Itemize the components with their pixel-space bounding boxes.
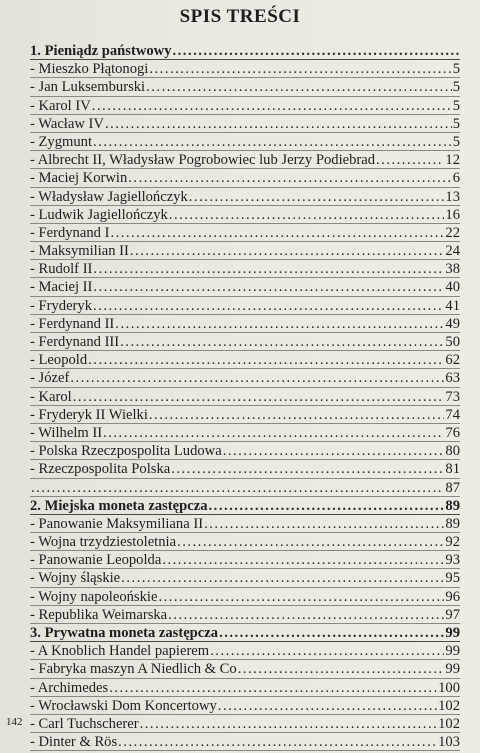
leader-dots <box>118 733 437 751</box>
leader-dots <box>149 60 451 78</box>
toc-entry-label: - Ferdynand II <box>30 315 115 332</box>
leader-dots <box>168 606 444 624</box>
toc-entry-page: 80 <box>445 443 460 460</box>
toc-entry <box>30 479 460 497</box>
toc-entry <box>30 297 460 315</box>
leader-dots <box>158 588 444 606</box>
leader-dots <box>88 351 444 369</box>
toc-entry-label: - Fryderyk II Wielki <box>30 406 148 423</box>
page-title: SPIS TREŚCI <box>179 6 301 27</box>
toc-entry-page: 6 <box>452 170 460 187</box>
toc-entry-label: - A Knoblich Handel papierem <box>30 643 210 660</box>
leader-dots <box>73 388 445 406</box>
toc-entry-page: 103 <box>438 734 460 751</box>
toc-entry-page: 96 <box>445 588 460 605</box>
toc-entry-label: - Wilhelm II <box>30 424 103 441</box>
toc-entry-page: 76 <box>445 424 460 441</box>
leader-dots <box>109 679 437 697</box>
toc-section-heading <box>30 42 460 60</box>
toc-entry-page: 102 <box>438 697 460 714</box>
leader-dots <box>103 424 444 442</box>
toc-entry-label: - Wojny śląskie <box>30 570 121 587</box>
toc-entry-label: - Leopold <box>30 352 88 369</box>
toc-entry <box>30 406 460 424</box>
toc-entry-label: - Karol <box>30 388 72 405</box>
toc-entry-page: 99 <box>445 643 460 660</box>
leader-dots <box>92 97 452 115</box>
toc-entry <box>30 278 460 296</box>
leader-dots <box>204 515 444 533</box>
toc-entry <box>30 515 460 533</box>
toc-entry-label: - Polska Rzeczpospolita Ludowa <box>30 443 222 460</box>
toc-entry-label: - Dinter & Rös <box>30 734 118 751</box>
toc-section-heading <box>30 497 460 515</box>
toc-entry-page: 41 <box>445 297 460 314</box>
leader-dots <box>218 697 437 715</box>
toc-entry <box>30 333 460 351</box>
toc-entry-page: 50 <box>445 334 460 350</box>
toc-entry-label: - Wacław IV <box>30 115 104 132</box>
toc-entry-label: - Ferdynand I <box>30 224 110 241</box>
toc-entry-label: - Ludwik Jagiellończyk <box>30 206 168 223</box>
toc-entry-page: 81 <box>445 461 460 478</box>
toc-entry-page: 5 <box>452 97 460 114</box>
toc-entry-page: 93 <box>445 552 460 569</box>
toc-entry-label: - Archimedes <box>30 679 109 696</box>
toc-entry-page: 22 <box>445 224 460 241</box>
toc-entry-page: 38 <box>445 261 460 278</box>
toc-entry <box>30 97 460 115</box>
leader-dots <box>173 42 460 60</box>
leader-dots <box>238 660 445 678</box>
leader-dots <box>105 115 452 133</box>
toc-entry <box>30 569 460 587</box>
toc-entry <box>30 151 460 169</box>
toc-entry <box>30 206 460 224</box>
toc-entry <box>30 188 460 206</box>
toc-entry <box>30 115 460 133</box>
toc-entry-label: 1. Pieniądz państwowy <box>30 43 172 59</box>
toc-entry-page: 99 <box>445 661 460 678</box>
toc-entry-label: - Mieszko Płątonogi <box>30 61 149 78</box>
toc-entry-page: 62 <box>445 352 460 369</box>
toc-entry-label: - Wrocławski Dom Koncertowy <box>30 697 217 714</box>
leader-dots <box>115 315 444 333</box>
toc-entry-label: 3. Prywatna moneta zastępcza <box>30 625 219 641</box>
toc-section-heading <box>30 624 460 642</box>
toc-entry-label: - Rzeczpospolita Polska <box>30 461 171 478</box>
toc-entry <box>30 697 460 715</box>
leader-dots <box>93 260 444 278</box>
toc-entry-label: - Rudolf II <box>30 261 93 278</box>
toc-entry-page: 97 <box>445 606 460 623</box>
toc-entry <box>30 60 460 78</box>
toc-entry <box>30 733 460 751</box>
toc-entry <box>30 388 460 406</box>
leader-dots <box>171 460 444 478</box>
toc-entry <box>30 442 460 460</box>
toc-entry <box>30 642 460 660</box>
toc-entry-label: - Fryderyk <box>30 297 93 314</box>
toc-entry-label: - Panowanie Leopolda <box>30 552 162 569</box>
leader-dots <box>189 188 445 206</box>
leader-dots <box>130 242 445 260</box>
toc-entry-page: 92 <box>445 534 460 551</box>
toc-entry <box>30 424 460 442</box>
toc-entry-page: 87 <box>445 479 460 496</box>
toc-entry-label: - Ferdynand III <box>30 334 120 350</box>
toc-entry-page: 5 <box>452 61 460 78</box>
leader-dots <box>140 715 437 733</box>
toc-entry-page: 5 <box>452 79 460 96</box>
toc-entry <box>30 169 460 187</box>
toc-entry-page: 12 <box>445 152 460 169</box>
toc-entry-page: 73 <box>445 388 460 405</box>
toc-entry <box>30 715 460 733</box>
toc-entry-page: 40 <box>445 279 460 296</box>
leader-dots <box>121 569 444 587</box>
toc-entry-page: 89 <box>445 497 460 514</box>
toc-entry <box>30 460 460 478</box>
leader-dots <box>146 78 452 96</box>
toc-entry <box>30 660 460 678</box>
toc-entry <box>30 679 460 697</box>
toc-entry-label: - Karol IV <box>30 97 91 114</box>
toc-entry <box>30 224 460 242</box>
toc-entry-label: - Carl Tuchscherer <box>30 715 139 732</box>
toc-entry <box>30 551 460 569</box>
leader-dots <box>70 369 444 387</box>
toc-entry-label: - Wojny napoleońskie <box>30 588 158 605</box>
leader-dots <box>93 278 444 296</box>
toc-entry-label: - Maksymilian II <box>30 243 129 260</box>
toc-entry-page: 16 <box>445 206 460 223</box>
toc-entry-label: 2. Miejska moneta zastępcza <box>30 497 208 514</box>
leader-dots <box>376 151 444 169</box>
leader-dots <box>219 624 444 642</box>
toc-entry-page: 102 <box>438 715 460 732</box>
toc-entry-page: 5 <box>452 115 460 132</box>
leader-dots <box>120 333 444 351</box>
leader-dots <box>149 406 445 424</box>
leader-dots <box>162 551 444 569</box>
leader-dots <box>177 533 444 551</box>
toc-entry <box>30 588 460 606</box>
toc-entry <box>30 315 460 333</box>
toc-entry <box>30 533 460 551</box>
toc-entry-label: - Fabryka maszyn A Niedlich & Co <box>30 661 237 678</box>
toc-entry <box>30 242 460 260</box>
toc-entry-label: - Zygmunt <box>30 133 93 150</box>
leader-dots <box>110 224 444 242</box>
toc-entry-label: - Republika Weimarska <box>30 606 168 623</box>
leader-dots <box>31 479 444 497</box>
toc-entry <box>30 351 460 369</box>
toc-entry-label: - Maciej Korwin <box>30 170 128 187</box>
toc-entry-page: 95 <box>445 570 460 587</box>
toc-entry-page: 74 <box>445 406 460 423</box>
toc-entry-label: - Józef <box>30 370 70 387</box>
toc-entry-page: 49 <box>445 315 460 332</box>
toc-entry-label: - Maciej II <box>30 279 93 296</box>
toc-entry <box>30 133 460 151</box>
toc-entry-label: - Albrecht II, Władysław Pogrobowiec lub Jerzy Podiebrad <box>30 152 376 169</box>
toc-entry-label: - Władysław Jagiellończyk <box>30 188 188 205</box>
toc-entry <box>30 606 460 624</box>
leader-dots <box>128 169 451 187</box>
toc-entry-label: - Wojna trzydziestoletnia <box>30 534 177 551</box>
leader-dots <box>209 497 445 515</box>
toc-entry-page: 13 <box>445 188 460 205</box>
toc-entry-label: - Jan Luksemburski <box>30 79 146 96</box>
leader-dots <box>169 206 445 224</box>
toc-entry-page: 63 <box>445 370 460 387</box>
toc-entry-page: 100 <box>438 679 460 696</box>
leader-dots <box>93 297 444 315</box>
toc-entry <box>30 260 460 278</box>
page-number: 142 <box>6 716 23 728</box>
table-of-contents <box>30 42 460 751</box>
toc-entry-label: - Panowanie Maksymiliana II <box>30 515 204 532</box>
toc-entry-page: 99 <box>445 625 460 641</box>
leader-dots <box>93 133 452 151</box>
leader-dots <box>223 442 445 460</box>
toc-entry-page: 5 <box>452 133 460 150</box>
toc-entry-page: 89 <box>445 515 460 532</box>
toc-entry <box>30 78 460 96</box>
leader-dots <box>210 642 444 660</box>
toc-entry <box>30 369 460 387</box>
toc-entry-page: 24 <box>445 243 460 260</box>
